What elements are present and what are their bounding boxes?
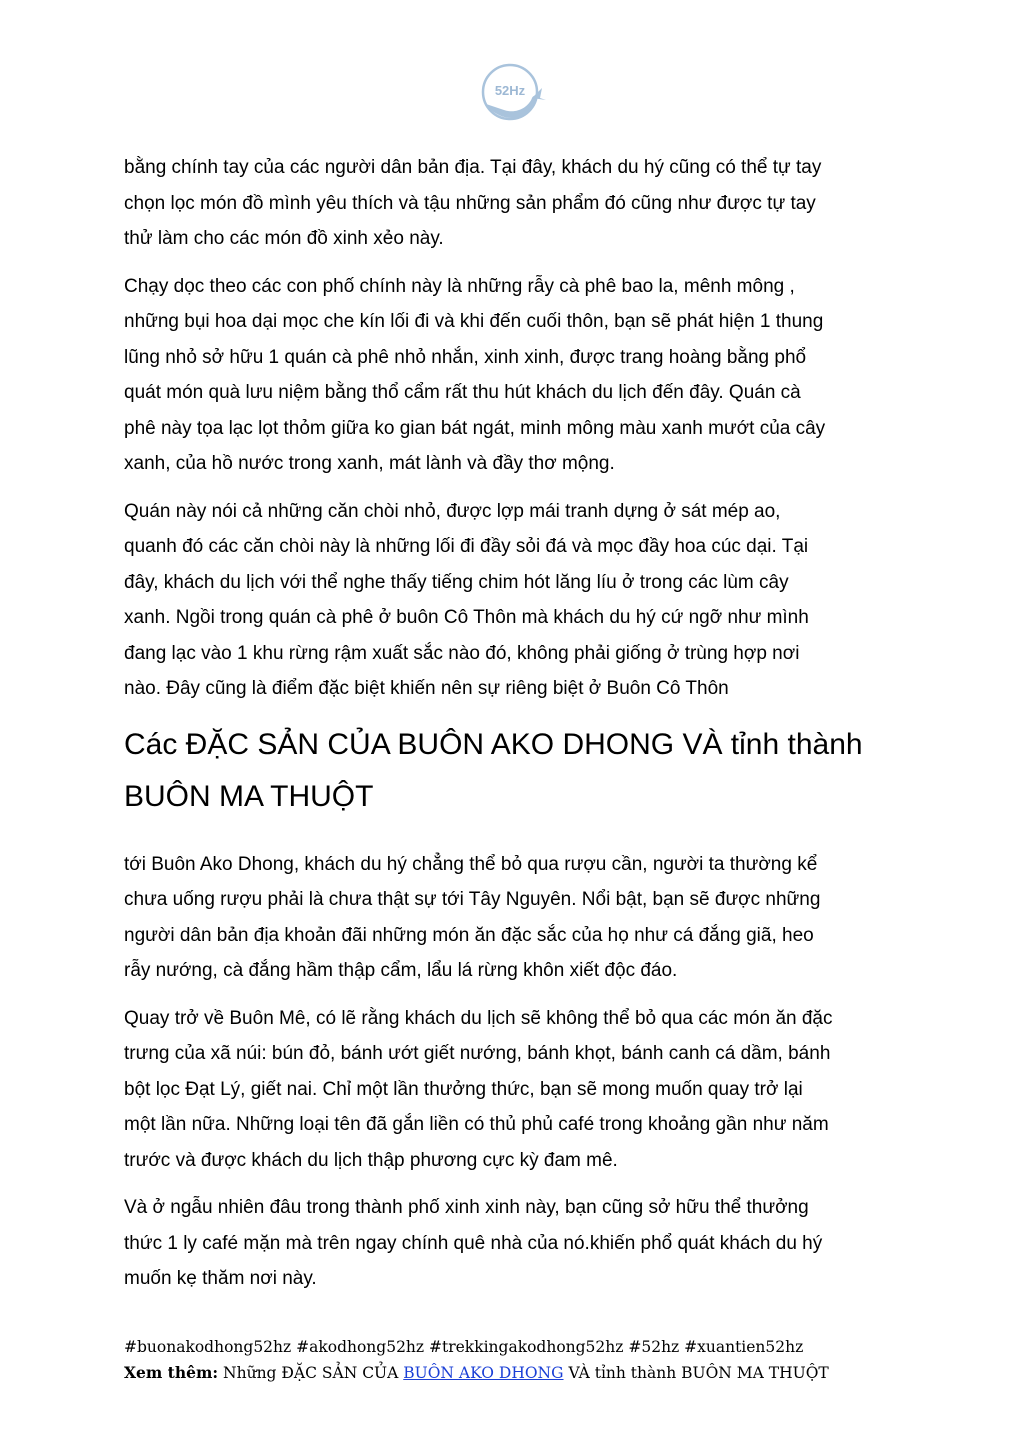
paragraph: Quay trở về Buôn Mê, có lẽ rằng khách du lịch sẽ không thể bỏ qua các món ăn đặc trưng của xã núi: bún đỏ, bánh ướt giết nướng, bánh khọt, bánh canh cá dầm, bánh bột lọc Đạt Lý, giết nai. Chỉ một lần thưởng thức, bạn sẽ mong muốn quay trở lại một lần nữa. Những loại tên đã gắn liền có thủ phủ café trong khoảng gần như năm trước và được khách du lịch thập phương cực kỳ đam mê. — [124, 1007, 833, 1171]
logo-text: 52Hz — [494, 83, 526, 98]
brand-logo — [476, 58, 548, 130]
paragraph: tới Buôn Ako Dhong, khách du hý chẳng thể bỏ qua rượu cần, người ta thường kể chưa uống rượu phải là chưa thật sự tới Tây Nguyên. Nổi bật, bạn sẽ được những người dân bản địa khoản đãi những món ăn đặc sắc của họ như cá đắng giã, heo rẫy nướng, cà đắng hầm thập cẩm, lẩu lá rừng khôn xiết độc đáo. — [124, 853, 821, 981]
page-footer — [124, 1335, 924, 1386]
hashtags: #buonakodhong52hz #akodhong52hz #trekkingakodhong52hz #52hz #xuantien52hz — [124, 1338, 804, 1356]
paragraph: bằng chính tay của các người dân bản địa. Tại đây, khách du hý cũng có thể tự tay chọn lọc món đồ mình yêu thích và tậu những sản phẩm đó cũng như được tự tay thử làm cho các món đồ xinh xẻo này. — [124, 157, 822, 249]
see-more-line — [124, 1360, 924, 1386]
paragraph: Chạy dọc theo các con phố chính này là những rẫy cà phê bao la, mênh mông , những bụi hoa dại mọc che kín lối đi và khi đến cuối thôn, bạn sẽ phát hiện 1 thung lũng nhỏ sở hữu 1 quán cà phê nhỏ nhắn, xinh xinh, được trang hoàng bằng phổ quát món quà lưu niệm bằng thổ cẩm rất thu hút khách du lịch đến đây. Quán cà phê này tọa lạc lọt thỏm giữa ko gian bát ngát, minh mông màu xanh mướt của cây xanh, của hồ nước trong xanh, mát lành và đầy thơ mộng. — [124, 275, 826, 474]
see-more-label: Xem thêm: — [124, 1363, 219, 1382]
section-heading: Các ĐẶC SẢN CỦA BUÔN AKO DHONG VÀ tỉnh thành BUÔN MA THUỘT — [124, 727, 863, 813]
see-more-prefix: Những ĐẶC SẢN CỦA — [223, 1364, 399, 1382]
see-more-suffix: VÀ tỉnh thành BUÔN MA THUỘT — [568, 1364, 829, 1382]
paragraph: Quán này nói cả những căn chòi nhỏ, được lợp mái tranh dựng ở sát mép ao, quanh đó các căn chòi này là những lối đi đầy sỏi đá và mọc đầy hoa cúc dại. Tại đây, khách du lịch với thể nghe thấy tiếng chim hót lăng líu ở trong các lùm cây xanh. Ngồi trong quán cà phê ở buôn Cô Thôn mà khách du hý cứ ngỡ như mình đang lạc vào 1 khu rừng rậm xuất sắc nào đó, không phải giống ở trùng hợp nơi nào. Đây cũng là điểm đặc biệt khiến nên sự riêng biệt ở Buôn Cô Thôn — [124, 500, 809, 699]
paragraph: Và ở ngẫu nhiên đâu trong thành phố xinh xinh này, bạn cũng sở hữu thể thưởng thức 1 ly café mặn mà trên ngay chính quê nhà của nó.khiến phổ quát khách du hý muốn kẹ thăm nơi này. — [124, 1197, 823, 1289]
document-body — [124, 150, 899, 1309]
see-more-link[interactable]: BUÔN AKO DHONG — [403, 1364, 564, 1382]
whale-logo-icon — [476, 58, 548, 130]
